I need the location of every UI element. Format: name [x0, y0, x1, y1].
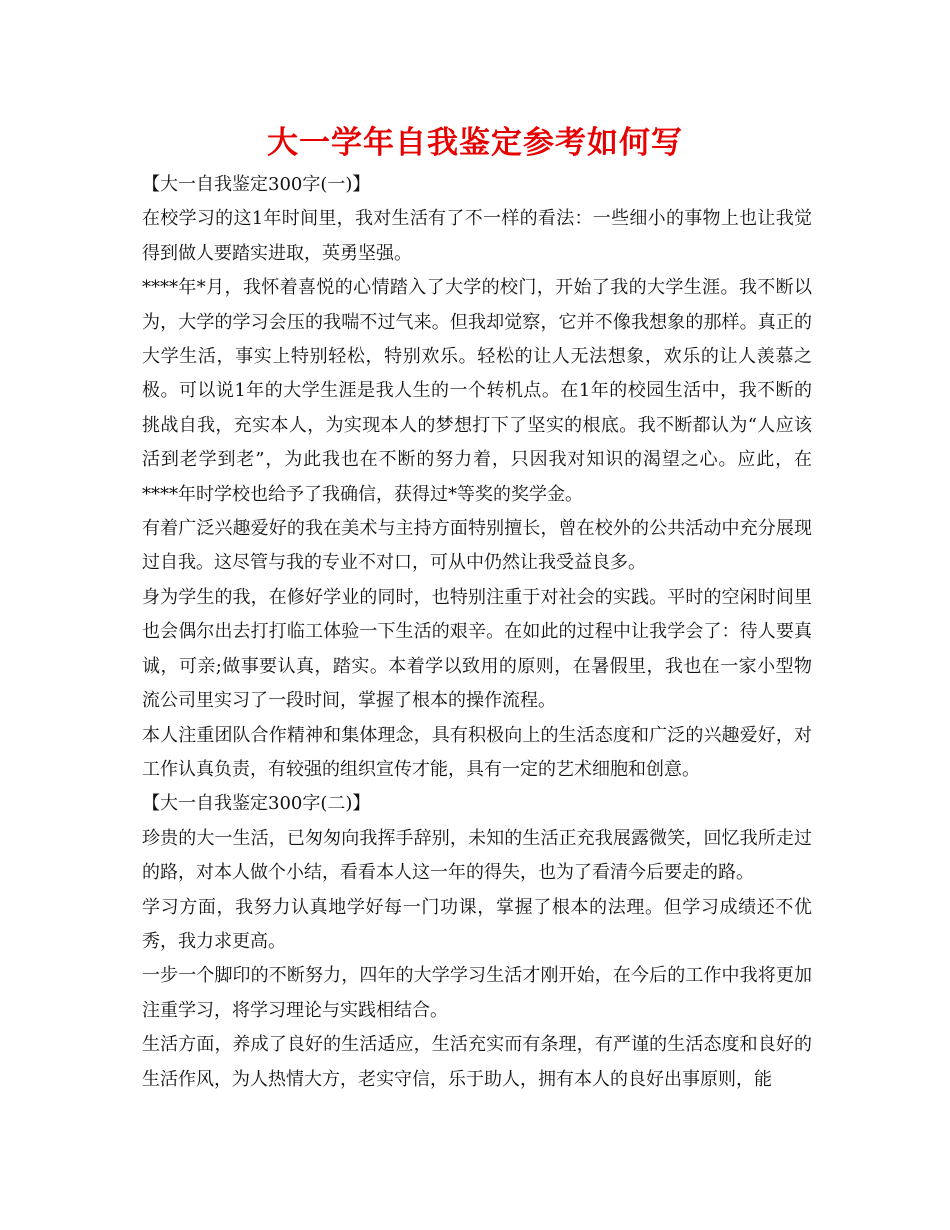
paragraph: 珍贵的大一生活，已匆匆向我挥手辞别，未知的生活正充我展露微笑，回忆我所走过的路，对本人做个小结，看看本人这一年的得失，也为了看清今后要走的路。 — [142, 827, 812, 884]
section-heading: 【大一自我鉴定300字(一)】 — [142, 174, 371, 195]
section-heading: 【大一自我鉴定300字(二)】 — [142, 793, 371, 815]
paragraph: 学习方面，我努力认真地学好每一门功课，掌握了根本的法理。但学习成绩还不优秀，我力求更高。 — [142, 896, 812, 952]
document-body — [142, 168, 812, 1097]
paragraph: 生活方面，养成了良好的生活适应，生活充实而有条理，有严谨的生活态度和良好的生活作风，为人热情大方，老实守信，乐于助人，拥有本人的良好出事原则，能 — [142, 1034, 812, 1090]
paragraph: 有着广泛兴趣爱好的我在美术与主持方面特别擅长，曾在校外的公共活动中充分展现过自我。这尽管与我的专业不对口，可从中仍然让我受益良多。 — [142, 518, 812, 574]
paragraph: ****年*月，我怀着喜悦的心情踏入了大学的校门，开始了我的大学生涯。我不断以为，大学的学习会压的我喘不过气来。但我却觉察，它并不像我想象的那样。真正的大学生活，事实上特别轻松，特别欢乐。轻松的让人无法想象，欢乐的让人羡慕之极。可以说1年的大学生涯是我人生的一个转机点。在1年的校园生活中，我不断的挑战自我，充实本人，为实现本人的梦想打下了坚实的根底。我不断都认为“人应该活到老学到老”，为此我也在不断的努力着，只因我对知识的渴望之心。应此，在****年时学校也给予了我确信，获得过*等奖的奖学金。 — [142, 277, 812, 505]
paragraph: 在校学习的这1年时间里，我对生活有了不一样的看法：一些细小的事物上也让我觉得到做人要踏实进取，英勇坚强。 — [142, 208, 812, 264]
paragraph: 本人注重团队合作精神和集体理念，具有积极向上的生活态度和广泛的兴趣爱好，对工作认真负责，有较强的组织宣传才能，具有一定的艺术细胞和创意。 — [142, 724, 812, 780]
paragraph: 一步一个脚印的不断努力，四年的大学学习生活才刚开始，在今后的工作中我将更加注重学习，将学习理论与实践相结合。 — [142, 965, 812, 1021]
paragraph: 身为学生的我，在修好学业的同时，也特别注重于对社会的实践。平时的空闲时间里也会偶尔出去打打临工体验一下生活的艰辛。在如此的过程中让我学会了：待人要真诚，可亲;做事要认真，踏实。本着学以致用的原则，在暑假里，我也在一家小型物流公司里实习了一段时间，掌握了根本的操作流程。 — [142, 586, 812, 712]
document-title: 大一学年自我鉴定参考如何写 — [267, 125, 683, 161]
